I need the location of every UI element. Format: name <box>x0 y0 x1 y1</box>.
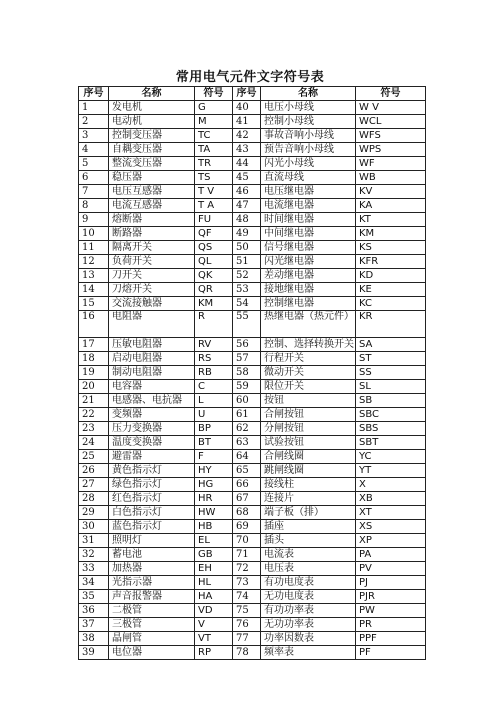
row-name-left: 发电机 <box>109 101 195 115</box>
table-row <box>79 464 426 478</box>
row-name-right: 有功功率表 <box>261 604 356 618</box>
row-symbol-right: KV <box>356 185 426 199</box>
row-name-left: 控制变压器 <box>109 129 195 143</box>
row-index-left: 8 <box>79 199 109 213</box>
row-index-right: 66 <box>233 478 261 492</box>
row-index-left: 35 <box>79 590 109 604</box>
row-symbol-right: SB <box>356 394 426 408</box>
row-index-right: 74 <box>233 590 261 604</box>
row-name-right: 试验按钮 <box>261 436 356 450</box>
row-name-right: 电流表 <box>261 548 356 562</box>
row-index-left: 7 <box>79 185 109 199</box>
header-name-2: 名称 <box>261 87 356 101</box>
row-name-right: 控制继电器 <box>261 297 356 311</box>
row-index-right: 69 <box>233 520 261 534</box>
table-row <box>79 380 426 394</box>
row-name-right: 控制、选择转换开关 <box>261 338 356 352</box>
row-symbol-left: FU <box>195 213 233 227</box>
row-symbol-left: RV <box>195 338 233 352</box>
table-row <box>79 171 426 185</box>
row-index-left: 2 <box>79 115 109 129</box>
row-name-right: 行程开关 <box>261 352 356 366</box>
row-symbol-left: EL <box>195 534 233 548</box>
row-symbol-right: YC <box>356 450 426 464</box>
row-index-right: 73 <box>233 576 261 590</box>
header-symbol-2: 符号 <box>356 87 426 101</box>
row-symbol-left: BP <box>195 422 233 436</box>
table-row <box>79 213 426 227</box>
row-name-left: 交流接触器 <box>109 297 195 311</box>
row-index-left: 23 <box>79 422 109 436</box>
row-symbol-right: PA <box>356 548 426 562</box>
row-index-right: 47 <box>233 199 261 213</box>
row-symbol-left: HY <box>195 464 233 478</box>
row-index-left: 38 <box>79 632 109 646</box>
table-row <box>79 352 426 366</box>
row-name-left: 避雷器 <box>109 450 195 464</box>
row-symbol-left: HW <box>195 506 233 520</box>
row-name-left: 负荷开关 <box>109 255 195 269</box>
row-symbol-left: BT <box>195 436 233 450</box>
row-name-left: 刀熔开关 <box>109 283 195 297</box>
row-name-right: 闪光小母线 <box>261 157 356 171</box>
row-name-right: 电压小母线 <box>261 101 356 115</box>
table-row <box>79 269 426 283</box>
row-symbol-left: TR <box>195 157 233 171</box>
row-name-right: 合闸线圈 <box>261 450 356 464</box>
row-index-left: 9 <box>79 213 109 227</box>
row-index-left: 25 <box>79 450 109 464</box>
table-row <box>79 297 426 311</box>
row-symbol-right: SBC <box>356 408 426 422</box>
row-index-right: 56 <box>233 338 261 352</box>
row-index-right: 41 <box>233 115 261 129</box>
row-index-left: 39 <box>79 646 109 660</box>
row-symbol-right: YT <box>356 464 426 478</box>
row-symbol-left: R <box>195 311 233 338</box>
row-symbol-left: V <box>195 618 233 632</box>
row-name-right: 电压继电器 <box>261 185 356 199</box>
row-name-right: 分闸按钮 <box>261 422 356 436</box>
row-index-right: 43 <box>233 143 261 157</box>
row-index-left: 30 <box>79 520 109 534</box>
row-name-right: 差动继电器 <box>261 269 356 283</box>
row-symbol-left: HG <box>195 478 233 492</box>
row-index-right: 63 <box>233 436 261 450</box>
row-name-left: 加热器 <box>109 562 195 576</box>
row-symbol-right: XP <box>356 534 426 548</box>
table-row <box>79 283 426 297</box>
table-row <box>79 520 426 534</box>
row-symbol-left: U <box>195 408 233 422</box>
row-symbol-left: TA <box>195 143 233 157</box>
table-row <box>79 255 426 269</box>
row-symbol-right: KS <box>356 241 426 255</box>
row-index-left: 34 <box>79 576 109 590</box>
table-row <box>79 506 426 520</box>
row-index-right: 57 <box>233 352 261 366</box>
table-row <box>79 646 426 660</box>
row-symbol-right: PV <box>356 562 426 576</box>
row-name-left: 电压互感器 <box>109 185 195 199</box>
row-symbol-left: VD <box>195 604 233 618</box>
row-symbol-left: GB <box>195 548 233 562</box>
row-symbol-right: KT <box>356 213 426 227</box>
row-symbol-left: QF <box>195 227 233 241</box>
row-name-right: 按钮 <box>261 394 356 408</box>
row-symbol-left: M <box>195 115 233 129</box>
row-index-left: 13 <box>79 269 109 283</box>
row-name-right: 限位开关 <box>261 380 356 394</box>
row-symbol-right: PPF <box>356 632 426 646</box>
row-index-right: 52 <box>233 269 261 283</box>
row-index-left: 5 <box>79 157 109 171</box>
row-name-right: 中间继电器 <box>261 227 356 241</box>
row-name-left: 黄色指示灯 <box>109 464 195 478</box>
row-name-left: 刀开关 <box>109 269 195 283</box>
row-symbol-right: WCL <box>356 115 426 129</box>
table-row <box>79 199 426 213</box>
row-index-left: 6 <box>79 171 109 185</box>
table-row <box>79 632 426 646</box>
row-symbol-left: HB <box>195 520 233 534</box>
row-name-left: 电容器 <box>109 380 195 394</box>
row-name-right: 插座 <box>261 520 356 534</box>
row-symbol-left: QS <box>195 241 233 255</box>
row-name-left: 断路器 <box>109 227 195 241</box>
row-index-left: 37 <box>79 618 109 632</box>
row-index-right: 55 <box>233 311 261 338</box>
row-name-left: 电感器、电抗器 <box>109 394 195 408</box>
table-row <box>79 157 426 171</box>
table-row <box>79 548 426 562</box>
row-symbol-right: WB <box>356 171 426 185</box>
row-index-left: 29 <box>79 506 109 520</box>
row-index-left: 32 <box>79 548 109 562</box>
table-row <box>79 366 426 380</box>
table-row <box>79 422 426 436</box>
row-index-left: 4 <box>79 143 109 157</box>
row-index-right: 42 <box>233 129 261 143</box>
row-symbol-right: PW <box>356 604 426 618</box>
row-symbol-right: KD <box>356 269 426 283</box>
table-row <box>79 338 426 352</box>
row-name-left: 红色指示灯 <box>109 492 195 506</box>
table-header-row <box>79 87 426 101</box>
row-symbol-left: G <box>195 101 233 115</box>
row-index-left: 11 <box>79 241 109 255</box>
table-row <box>79 562 426 576</box>
row-name-left: 三极管 <box>109 618 195 632</box>
row-symbol-right: W V <box>356 101 426 115</box>
header-symbol-1: 符号 <box>195 87 233 101</box>
row-name-right: 功率因数表 <box>261 632 356 646</box>
table-row <box>79 534 426 548</box>
row-index-right: 50 <box>233 241 261 255</box>
row-symbol-right: WPS <box>356 143 426 157</box>
table-row <box>79 576 426 590</box>
row-symbol-left: QK <box>195 269 233 283</box>
row-index-right: 72 <box>233 562 261 576</box>
row-name-left: 白色指示灯 <box>109 506 195 520</box>
row-index-left: 1 <box>79 101 109 115</box>
row-index-right: 46 <box>233 185 261 199</box>
row-name-left: 电动机 <box>109 115 195 129</box>
row-index-right: 54 <box>233 297 261 311</box>
row-symbol-right: XB <box>356 492 426 506</box>
table-row <box>79 618 426 632</box>
row-symbol-right: PJR <box>356 590 426 604</box>
row-name-left: 压力变换器 <box>109 422 195 436</box>
row-index-left: 28 <box>79 492 109 506</box>
table-row <box>79 408 426 422</box>
row-index-right: 71 <box>233 548 261 562</box>
table-row <box>79 450 426 464</box>
row-name-left: 蓝色指示灯 <box>109 520 195 534</box>
row-name-left: 声音报警器 <box>109 590 195 604</box>
table-row <box>79 311 426 338</box>
row-symbol-left: TC <box>195 129 233 143</box>
row-name-left: 光指示器 <box>109 576 195 590</box>
row-symbol-right: X <box>356 478 426 492</box>
row-symbol-right: PJ <box>356 576 426 590</box>
row-index-left: 14 <box>79 283 109 297</box>
row-name-left: 蓄电池 <box>109 548 195 562</box>
row-name-right: 连接片 <box>261 492 356 506</box>
row-name-right: 接线柱 <box>261 478 356 492</box>
table-row <box>79 143 426 157</box>
symbol-table <box>78 86 426 660</box>
row-name-right: 信号继电器 <box>261 241 356 255</box>
row-index-left: 16 <box>79 311 109 338</box>
header-index-1: 序号 <box>79 87 109 101</box>
row-symbol-right: PR <box>356 618 426 632</box>
row-name-left: 隔离开关 <box>109 241 195 255</box>
row-index-right: 53 <box>233 283 261 297</box>
table-row <box>79 227 426 241</box>
table-row <box>79 129 426 143</box>
row-index-right: 58 <box>233 366 261 380</box>
table-row <box>79 115 426 129</box>
row-name-left: 二极管 <box>109 604 195 618</box>
row-name-right: 合闸按钮 <box>261 408 356 422</box>
row-index-left: 3 <box>79 129 109 143</box>
row-index-left: 10 <box>79 227 109 241</box>
row-name-left: 变频器 <box>109 408 195 422</box>
row-name-right: 预告音响小母线 <box>261 143 356 157</box>
row-name-right: 事故音响小母线 <box>261 129 356 143</box>
row-symbol-left: HA <box>195 590 233 604</box>
table-row <box>79 604 426 618</box>
row-symbol-left: C <box>195 380 233 394</box>
row-index-left: 19 <box>79 366 109 380</box>
row-name-left: 电流互感器 <box>109 199 195 213</box>
row-index-left: 18 <box>79 352 109 366</box>
row-symbol-right: XT <box>356 506 426 520</box>
row-index-right: 60 <box>233 394 261 408</box>
row-name-left: 制动电阻器 <box>109 366 195 380</box>
row-symbol-right: SL <box>356 380 426 394</box>
row-index-right: 59 <box>233 380 261 394</box>
row-name-left: 电位器 <box>109 646 195 660</box>
row-name-left: 启动电阻器 <box>109 352 195 366</box>
row-index-left: 20 <box>79 380 109 394</box>
row-index-right: 77 <box>233 632 261 646</box>
row-name-left: 熔断器 <box>109 213 195 227</box>
table-row <box>79 185 426 199</box>
row-name-right: 无功电度表 <box>261 590 356 604</box>
header-index-2: 序号 <box>233 87 261 101</box>
row-symbol-right: SA <box>356 338 426 352</box>
row-index-right: 68 <box>233 506 261 520</box>
row-index-right: 70 <box>233 534 261 548</box>
row-index-left: 26 <box>79 464 109 478</box>
row-index-left: 33 <box>79 562 109 576</box>
row-index-left: 36 <box>79 604 109 618</box>
row-symbol-right: KFR <box>356 255 426 269</box>
row-index-right: 44 <box>233 157 261 171</box>
row-symbol-right: PF <box>356 646 426 660</box>
row-index-right: 61 <box>233 408 261 422</box>
row-name-right: 有功电度表 <box>261 576 356 590</box>
row-name-left: 压敏电阻器 <box>109 338 195 352</box>
header-name-1: 名称 <box>109 87 195 101</box>
row-symbol-right: KA <box>356 199 426 213</box>
row-index-right: 78 <box>233 646 261 660</box>
row-symbol-left: TS <box>195 171 233 185</box>
row-name-right: 端子板（排） <box>261 506 356 520</box>
row-name-right: 插头 <box>261 534 356 548</box>
row-index-left: 31 <box>79 534 109 548</box>
table-row <box>79 436 426 450</box>
row-index-left: 15 <box>79 297 109 311</box>
row-symbol-right: KC <box>356 297 426 311</box>
row-name-left: 自耦变压器 <box>109 143 195 157</box>
row-symbol-left: KM <box>195 297 233 311</box>
row-name-right: 频率表 <box>261 646 356 660</box>
row-index-right: 75 <box>233 604 261 618</box>
table-row <box>79 101 426 115</box>
table-row <box>79 492 426 506</box>
row-name-left: 照明灯 <box>109 534 195 548</box>
row-name-right: 电压表 <box>261 562 356 576</box>
row-symbol-right: KM <box>356 227 426 241</box>
row-name-left: 整流变压器 <box>109 157 195 171</box>
row-symbol-right: KE <box>356 283 426 297</box>
row-index-right: 64 <box>233 450 261 464</box>
row-name-right: 无功功率表 <box>261 618 356 632</box>
row-name-left: 温度变换器 <box>109 436 195 450</box>
row-symbol-left: HL <box>195 576 233 590</box>
row-index-right: 48 <box>233 213 261 227</box>
row-index-left: 27 <box>79 478 109 492</box>
row-name-right: 跳闸线圈 <box>261 464 356 478</box>
row-symbol-right: WFS <box>356 129 426 143</box>
row-symbol-left: HR <box>195 492 233 506</box>
row-name-right: 热继电器（热元件） <box>261 311 356 338</box>
row-index-right: 51 <box>233 255 261 269</box>
table-row <box>79 590 426 604</box>
table-row <box>79 478 426 492</box>
row-name-right: 时间继电器 <box>261 213 356 227</box>
row-symbol-left: VT <box>195 632 233 646</box>
row-index-right: 67 <box>233 492 261 506</box>
row-index-left: 21 <box>79 394 109 408</box>
row-name-left: 晶闸管 <box>109 632 195 646</box>
row-symbol-left: RS <box>195 352 233 366</box>
row-name-right: 微动开关 <box>261 366 356 380</box>
row-index-right: 62 <box>233 422 261 436</box>
row-index-right: 40 <box>233 101 261 115</box>
row-symbol-left: T V <box>195 185 233 199</box>
row-symbol-right: XS <box>356 520 426 534</box>
table-row <box>79 241 426 255</box>
row-name-right: 控制小母线 <box>261 115 356 129</box>
row-symbol-left: F <box>195 450 233 464</box>
page-title: 常用电气元件文字符号表 <box>175 70 325 85</box>
row-symbol-right: ST <box>356 352 426 366</box>
row-symbol-right: WF <box>356 157 426 171</box>
row-name-left: 稳压器 <box>109 171 195 185</box>
row-index-right: 76 <box>233 618 261 632</box>
row-name-right: 接地继电器 <box>261 283 356 297</box>
row-name-left: 绿色指示灯 <box>109 478 195 492</box>
row-symbol-right: KR <box>356 311 426 338</box>
row-index-left: 12 <box>79 255 109 269</box>
row-index-right: 45 <box>233 171 261 185</box>
row-symbol-left: EH <box>195 562 233 576</box>
row-name-right: 直流母线 <box>261 171 356 185</box>
row-symbol-left: T A <box>195 199 233 213</box>
row-symbol-left: QL <box>195 255 233 269</box>
row-index-left: 24 <box>79 436 109 450</box>
table-row <box>79 394 426 408</box>
row-index-left: 17 <box>79 338 109 352</box>
row-name-right: 电流继电器 <box>261 199 356 213</box>
row-name-left: 电阻器 <box>109 311 195 338</box>
row-symbol-right: SBT <box>356 436 426 450</box>
row-name-right: 闪光继电器 <box>261 255 356 269</box>
row-symbol-right: SBS <box>356 422 426 436</box>
row-symbol-left: L <box>195 394 233 408</box>
row-symbol-left: RP <box>195 646 233 660</box>
row-index-right: 49 <box>233 227 261 241</box>
row-index-left: 22 <box>79 408 109 422</box>
row-symbol-left: QR <box>195 283 233 297</box>
row-symbol-right: SS <box>356 366 426 380</box>
row-index-right: 65 <box>233 464 261 478</box>
row-symbol-left: RB <box>195 366 233 380</box>
